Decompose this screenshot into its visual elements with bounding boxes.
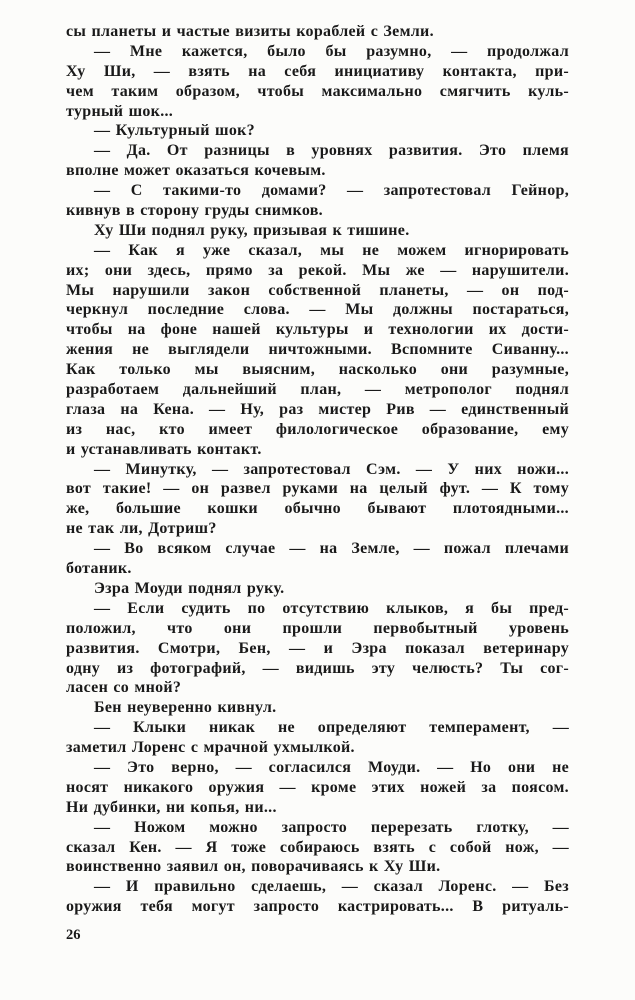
- text-line: положил, что они прошли первобытный уровень: [66, 619, 569, 637]
- text-line: сы планеты и частые визиты кораблей с Земли.: [66, 23, 434, 40]
- text-line: чем таким образом, чтобы максимально смягчить куль-: [66, 82, 569, 100]
- text-line: — Как я уже сказал, мы не можем игнорировать: [94, 241, 569, 259]
- text-line: — Культурный шок?: [94, 122, 255, 140]
- text-line: ботаник.: [66, 560, 132, 578]
- text-line: жения не выглядели ничтожными. Вспомните Сиванну...: [66, 341, 569, 359]
- text-line: Как только мы выясним, насколько они разумные,: [66, 361, 569, 379]
- text-line: Ху Ши поднял руку, призывая к тишине.: [94, 221, 410, 239]
- text-line: турный шок...: [66, 102, 174, 120]
- text-line: вполне может оказаться кочевым.: [66, 162, 326, 180]
- text-line: и устанавливать контакт.: [66, 440, 262, 458]
- text-line: — Да. От разницы в уровнях развития. Это племя: [94, 142, 569, 160]
- text-line: — Минутку, — запротестовал Сэм. — У них ножи...: [94, 460, 569, 478]
- page-number: 26: [66, 927, 81, 943]
- text-line: Мы нарушили закон собственной планеты, — он под-: [66, 281, 569, 299]
- text-line: же, большие кошки обычно бывают плотоядными...: [66, 500, 569, 518]
- text-lines: [66, 22, 569, 917]
- text-line: глаза на Кена. — Ну, раз мистер Рив — единственный: [66, 400, 569, 418]
- text-line: — Если судить по отсутствию клыков, я бы пред-: [94, 599, 569, 617]
- text-line: ласен со мной?: [66, 679, 182, 697]
- text-line: — Ножом можно запросто перерезать глотку, —: [94, 818, 569, 836]
- text-line: черкнул последние слова. — Мы должны постараться,: [66, 301, 569, 319]
- text-line: заметил Лоренс с мрачной ухмылкой.: [66, 739, 355, 757]
- text-line: кивнув в сторону груды снимков.: [66, 202, 323, 220]
- text-line: Бен неуверенно кивнул.: [94, 699, 277, 717]
- text-line: — Мне кажется, было бы разумно, — продолжал: [94, 42, 569, 60]
- text-line: носят никакого оружия — кроме этих ножей за поясом.: [66, 778, 569, 796]
- text-line: их; они здесь, прямо за рекой. Мы же — нарушители.: [66, 261, 569, 279]
- text-line: Ни дубинки, ни копья, ни...: [66, 798, 277, 816]
- text-line: Эзра Моуди поднял руку.: [94, 579, 285, 597]
- text-line: — Клыки никак не определяют темперамент, —: [94, 719, 569, 737]
- text-line: не так ли, Дотриш?: [66, 520, 217, 538]
- text-line: чтобы на фоне нашей культуры и технологии их дости-: [66, 321, 569, 339]
- text-line: — И правильно сделаешь, — сказал Лоренс. — Без: [94, 878, 569, 896]
- text-line: — Это верно, — согласился Моуди. — Но они не: [94, 758, 569, 776]
- text-line: оружия тебя могут запросто кастрировать... В ритуаль-: [66, 898, 569, 916]
- text-line: Ху Ши, — взять на себя инициативу контакта, при-: [66, 62, 569, 80]
- text-line: развития. Смотри, Бен, — и Эзра показал ветеринару: [66, 639, 569, 657]
- text-line: воинственно заявил он, поворачиваясь к Ху Ши.: [66, 858, 441, 876]
- text-line: разработаем дальнейший план, — метрополог поднял: [66, 381, 569, 399]
- text-line: — Во всяком случае — на Земле, — пожал плечами: [94, 540, 569, 558]
- text-line: из нас, кто имеет филологическое образование, ему: [66, 420, 569, 438]
- text-line: одну из фотографий, — видишь эту челюсть? Ты сог-: [66, 659, 569, 677]
- text-line: сказал Кен. — Я тоже собираюсь взять с собой нож, —: [66, 838, 569, 856]
- text-line: — С такими-то домами? — запротестовал Гейнор,: [94, 182, 569, 200]
- text-line: вот такие! — он развел руками на целый фут. — К тому: [66, 480, 569, 498]
